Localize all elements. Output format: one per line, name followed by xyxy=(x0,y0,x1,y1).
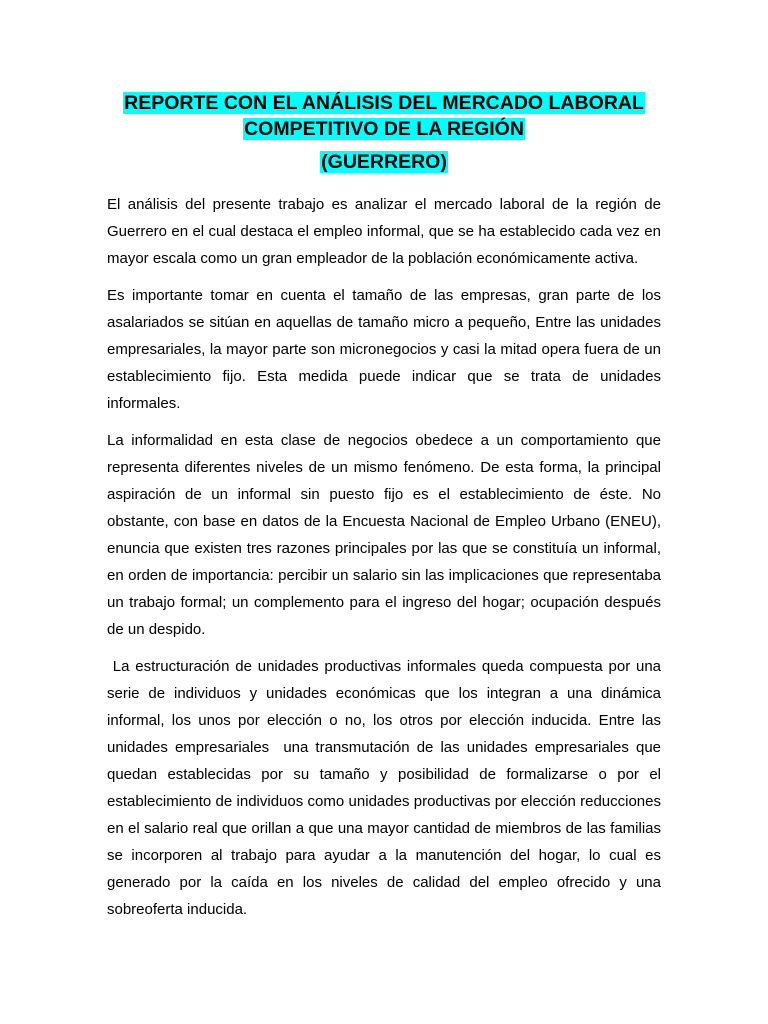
paragraph-1: El análisis del presente trabajo es analizar el mercado laboral de la región de Guerrero en el cual destaca el empleo informal, que se ha establecido cada vez en mayor escala como un gran empleador de la población económicamente activa. xyxy=(107,196,661,267)
title-line-2-container xyxy=(0,117,768,141)
title-line-2: COMPETITIVO DE LA REGIÓN xyxy=(244,118,524,140)
subtitle: (GUERRERO) xyxy=(321,151,447,173)
title-line-1-container xyxy=(0,91,768,115)
title-block xyxy=(0,91,768,174)
title-line-1: REPORTE CON EL ANÁLISIS DEL MERCADO LABORAL xyxy=(124,92,644,114)
paragraph-4: La estructuración de unidades productivas informales queda compuesta por una serie de individuos y unidades económicas que los integran a una dinámica informal, los unos por elección o no, los otros por elección inducida. Entre las unidades empresariales una transmutación de las unidades empresariales que quedan establecidas por su tamaño y posibilidad de formalizarse o por el establecimiento de individuos como unidades productivas por elección reducciones en el salario real que orillan a que una mayor cantidad de miembros de las familias se incorporen al trabajo para ayudar a la manutención del hogar, lo cual es generado por la caída en los niveles de calidad del empleo ofrecido y una sobreoferta inducida. xyxy=(107,658,666,918)
paragraph-2: Es importante tomar en cuenta el tamaño de las empresas, gran parte de los asalariados se sitúan en aquellas de tamaño micro a pequeño, Entre las unidades empresariales, la mayor parte son micronegocios y casi la mitad opera fuera de un establecimiento fijo. Esta medida puede indicar que se trata de unidades informales. xyxy=(107,287,661,412)
paragraph-3: La informalidad en esta clase de negocios obedece a un comportamiento que representa diferentes niveles de un mismo fenómeno. De esta forma, la principal aspiración de un informal sin puesto fijo es el establecimiento de éste. No obstante, con base en datos de la Encuesta Nacional de Empleo Urbano (ENEU), enuncia que existen tres razones principales por las que se constituía un informal, en orden de importancia: percibir un salario sin las implicaciones que representaba un trabajo formal; un complemento para el ingreso del hogar; ocupación después de un despido. xyxy=(107,432,661,638)
body-text xyxy=(107,191,666,933)
subtitle-container xyxy=(0,150,768,174)
